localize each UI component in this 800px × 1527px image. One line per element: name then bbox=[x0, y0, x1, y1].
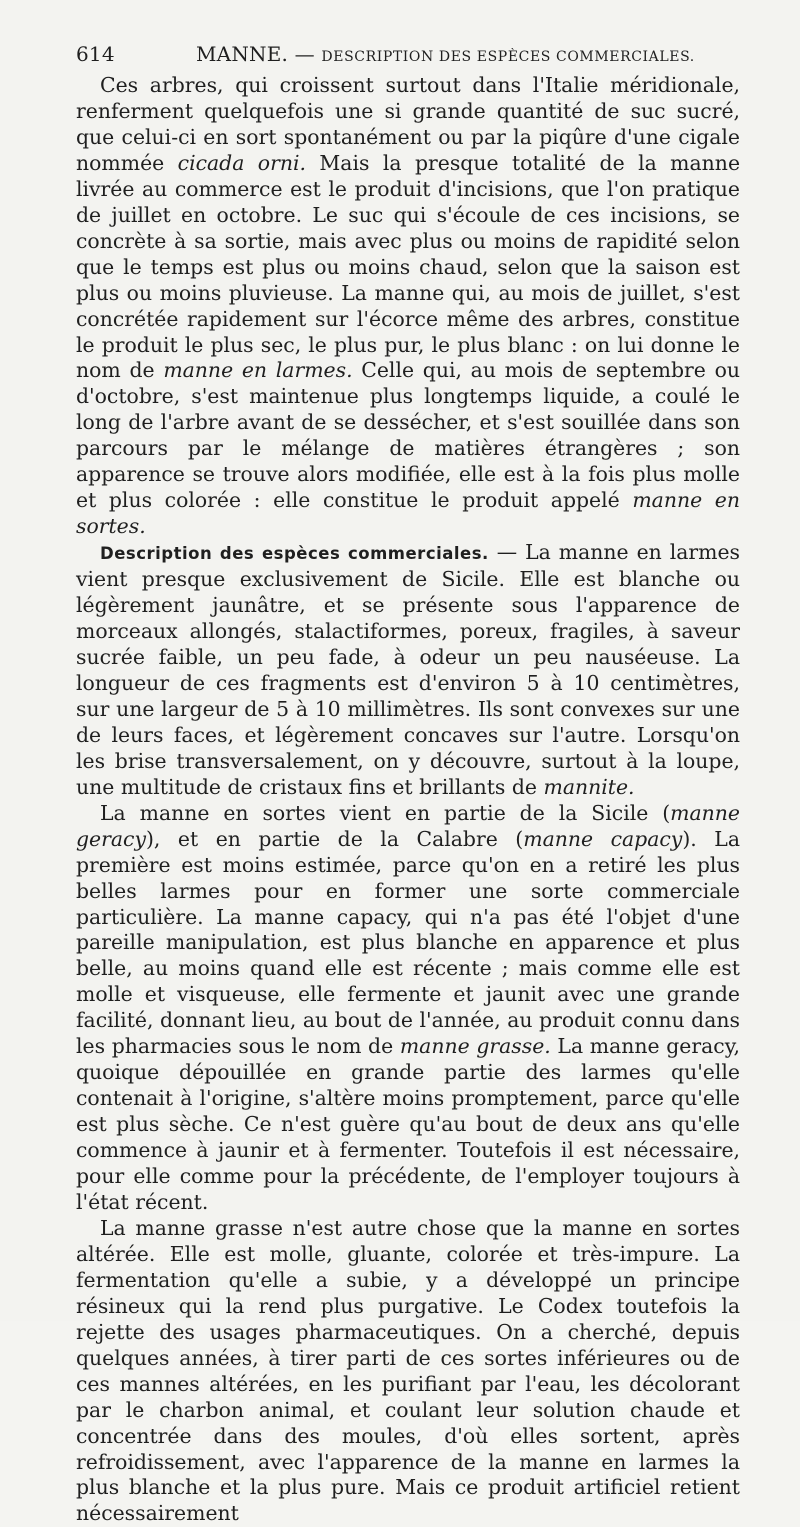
emphasis: cicada orni. bbox=[177, 150, 306, 175]
running-header bbox=[76, 42, 742, 70]
emphasis: mannite. bbox=[543, 774, 635, 799]
emphasis: manne grasse. bbox=[399, 1034, 551, 1059]
emphasis: manne geracy bbox=[76, 800, 740, 851]
paragraph-3: La manne en sortes vient en partie de la Sicile (manne geracy), et en partie de la Calabre (manne capacy). La première est moins estimée, parce qu'on en a retiré les plus belles larmes pour en former une sorte commerciale particulière. La manne capacy, qui n'a pas été l'objet d'une pareille manipulation, est plus blanche en apparence et plus belle, au moins quand elle est récente ; mais comme elle est molle et visqueuse, elle fermente et jaunit avec une grande facilité, donnant lieu, au bout de l'année, au produit connu dans les pharmacies sous le nom de manne grasse. La manne geracy, quoique dépouillée en grande partie des larmes qu'elle contenait à l'origine, s'altère moins promptement, parce qu'elle est plus sèche. Ce n'est guère qu'au bout de deux ans qu'elle commence à jaunir et à fermenter. Toutefois il est nécessaire, pour elle comme pour la précédente, de l'employer toujours à l'état récent. bbox=[76, 800, 740, 1214]
running-title-main: MANNE. bbox=[196, 42, 289, 66]
section-heading: Description des espèces commerciales. bbox=[100, 544, 489, 564]
paragraph-1: Ces arbres, qui croissent surtout dans l'Italie méridionale, renferment quelquefois une si grande quantité de suc sucré, que celui-ci en sort spontanément ou par la piqûre d'une cigale nommée cicada orni. Mais la presque totalité de la manne livrée au commerce est le produit d'incisions, que l'on pratique de juillet en octobre. Le suc qui s'écoule de ces incisions, se concrète à sa sortie, mais avec plus ou moins de rapidité selon que le temps est plus ou moins chaud, selon que la saison est plus ou moins pluvieuse. La manne qui, au mois de juillet, s'est concrétée rapidement sur l'écorce même des arbres, constitue le produit le plus sec, le plus pur, le plus blanc : on lui donne le nom de manne en larmes. Celle qui, au mois de septembre ou d'octobre, s'est maintenue plus longtemps liquide, a coulé le long de l'arbre avant de se dessécher, et s'est souillée dans son parcours par le mélange de matières étrangères ; son apparence se trouve alors modifiée, elle est à la fois plus molle et plus colorée : elle constitue le produit appelé manne en sortes. bbox=[76, 73, 741, 539]
running-title bbox=[196, 42, 695, 66]
emphasis: manne en larmes. bbox=[163, 358, 353, 383]
running-title-sub: DESCRIPTION DES ESPÈCES COMMERCIALES. bbox=[321, 49, 695, 65]
running-title-dash: — bbox=[294, 42, 315, 66]
page-number: 614 bbox=[76, 42, 115, 66]
emphasis: manne capacy bbox=[523, 826, 683, 851]
paragraph-2: Description des espèces commerciales. — La manne en larmes vient presque exclusivement de Sicile. Elle est blanche ou légèrement jaunâtre, et se présente sous l'apparence de morceaux allongés, stalactiformes, poreux, fragiles, à saveur sucrée faible, un peu fade, à odeur un peu nauséeuse. La longueur de ces fragments est d'environ 5 à 10 centimètres, sur une largeur de 5 à 10 millimètres. Ils sont convexes sur une de leurs faces, et légèrement concaves sur l'autre. Lorsqu'on les brise transversalement, on y découvre, surtout à la loupe, une multitude de cristaux fins et brillants de mannite. bbox=[76, 540, 741, 799]
emphasis: manne en sortes. bbox=[76, 488, 740, 539]
body-text bbox=[76, 73, 740, 1527]
paragraph-4: La manne grasse n'est autre chose que la manne en sortes altérée. Elle est molle, gluante, colorée et très-impure. La fermentation qu'elle a subie, y a développé un principe résineux qui la rend plus purgative. Le Codex toutefois la rejette des usages pharmaceutiques. On a cherché, depuis quelques années, à tirer parti de ces sortes inférieures ou de ces mannes altérées, en les purifiant par l'eau, les décolorant par le charbon animal, et coulant leur solution chaude et concentrée dans des moules, d'où elles sortent, après refroidissement, avec l'apparence de la manne en larmes la plus blanche et la plus pure. Mais ce produit artificiel retient nécessairement bbox=[76, 1215, 740, 1526]
